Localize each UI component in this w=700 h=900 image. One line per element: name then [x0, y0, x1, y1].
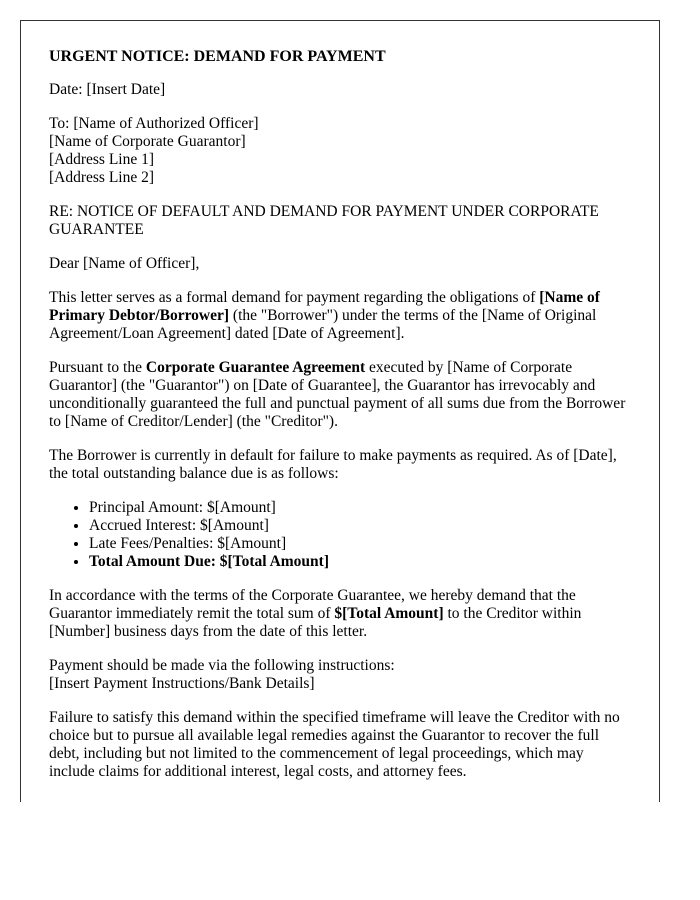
text: This letter serves as a formal demand for payment regarding the obligations of [49, 289, 540, 306]
paragraph-demand-intro [49, 289, 631, 343]
payment-instructions [49, 657, 631, 693]
debtor-name: [Name of Primary Debtor/Borrower] [49, 289, 600, 324]
recipient-line: [Address Line 2] [49, 169, 155, 186]
payment-line: [Insert Payment Instructions/Bank Details] [49, 675, 315, 692]
paragraph-consequences: Failure to satisfy this demand within the specified timeframe will leave the Creditor with no choice but to pursue all available legal remedies against the Guarantor to recover the full debt, including but not limited to the commencement of legal proceedings, which may include claims for additional interest, legal costs, and attorney fees. [49, 709, 620, 780]
recipient-block [49, 115, 631, 187]
total-amount: $[Total Amount] [334, 605, 444, 622]
text: In accordance with the terms of the Corporate Guarantee, we hereby demand that the Guarantor immediately remit the total sum of [49, 587, 576, 622]
date-line: Date: [Insert Date] [49, 81, 166, 98]
paragraph-default: The Borrower is currently in default for failure to make payments as required. As of [Date], the total outstanding balance due is as follows: [49, 447, 617, 482]
balance-item: • Principal Amount: $[Amount] [89, 499, 631, 517]
paragraph-demand [49, 587, 631, 641]
document-title: URGENT NOTICE: DEMAND FOR PAYMENT [49, 48, 386, 65]
subject-line: RE: NOTICE OF DEFAULT AND DEMAND FOR PAYMENT UNDER CORPORATE GUARANTEE [49, 203, 599, 238]
balance-item: • Late Fees/Penalties: $[Amount] [89, 535, 631, 553]
paragraph-guarantee [49, 359, 631, 431]
text: executed by [Name of Corporate Guarantor] (the "Guarantor") on [Date of Guarantee], the Guarantor has irrevocably and unconditionally guaranteed the full and punctual payment of all sums due from the Borrower to [Name of Creditor/Lender] (the "Creditor"). [49, 359, 626, 430]
agreement-name: Corporate Guarantee Agreement [145, 359, 366, 376]
balance-list [49, 499, 631, 571]
letter-page [20, 20, 660, 802]
text: (the "Borrower") under the terms of the [Name of Original Agreement/Loan Agreement] dated [Date of Agreement]. [49, 307, 597, 342]
balance-item-total: • Total Amount Due: $[Total Amount] [89, 553, 631, 571]
text: to the Creditor within [Number] business days from the date of this letter. [49, 605, 582, 640]
salutation: Dear [Name of Officer], [49, 255, 200, 272]
text: Pursuant to the [49, 359, 146, 376]
recipient-line: [Address Line 1] [49, 151, 155, 168]
payment-line: Payment should be made via the following instructions: [49, 657, 395, 674]
recipient-line: To: [Name of Authorized Officer] [49, 115, 259, 132]
balance-item: • Accrued Interest: $[Amount] [89, 517, 631, 535]
recipient-line: [Name of Corporate Guarantor] [49, 133, 246, 150]
